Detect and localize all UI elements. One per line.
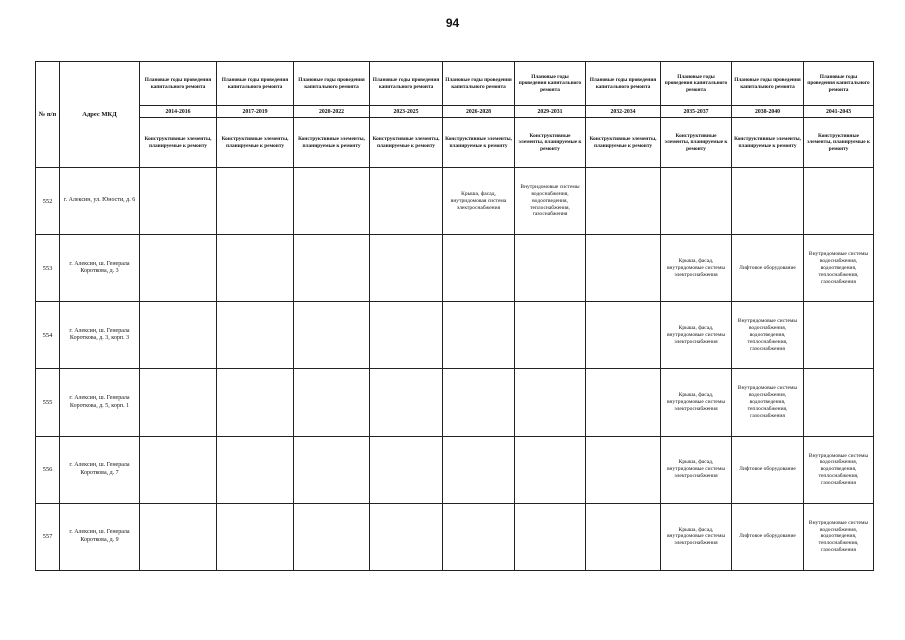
- table-body: [36, 168, 874, 571]
- column-header-group: Плановые годы проведения капитального ремонта: [732, 62, 804, 106]
- elements-header: Конструктивные элементы, планируемые к ремонту: [732, 118, 804, 168]
- schedule-cell: [294, 235, 370, 302]
- schedule-cell: Внутридомовые системы водоснабжения, водоотведения, теплоснабжения, газоснабжения: [804, 235, 874, 302]
- period-header: 2035-2037: [661, 106, 732, 118]
- schedule-cell: [443, 503, 515, 570]
- schedule-cell: [586, 436, 661, 503]
- schedule-cell: [586, 302, 661, 369]
- schedule-cell: [217, 436, 294, 503]
- row-number: 557: [36, 503, 60, 570]
- schedule-cell: [370, 369, 443, 436]
- period-header: 2041-2043: [804, 106, 874, 118]
- row-number: 556: [36, 436, 60, 503]
- schedule-cell: [294, 302, 370, 369]
- schedule-cell: [515, 436, 586, 503]
- schedule-cell: [217, 302, 294, 369]
- schedule-cell: Крыша, фасад, внутридомовые системы электроснабжения: [661, 503, 732, 570]
- column-header-group: Плановые годы проведения капитального ремонта: [661, 62, 732, 106]
- schedule-cell: [443, 369, 515, 436]
- column-header-group: Плановые годы проведения капитального ремонта: [370, 62, 443, 106]
- schedule-cell: Внутридомовые системы водоснабжения, водоотведения, теплоснабжения, газоснабжения: [732, 302, 804, 369]
- table-row: [36, 436, 874, 503]
- row-number: 552: [36, 168, 60, 235]
- schedule-cell: [140, 168, 217, 235]
- repair-schedule-table: [35, 61, 874, 571]
- schedule-cell: [586, 235, 661, 302]
- column-header-number: № п/п: [36, 62, 60, 168]
- table-row: [36, 503, 874, 570]
- table-row: [36, 369, 874, 436]
- schedule-cell: [661, 168, 732, 235]
- schedule-cell: [217, 235, 294, 302]
- schedule-cell: [294, 369, 370, 436]
- schedule-cell: [804, 369, 874, 436]
- schedule-cell: [140, 235, 217, 302]
- elements-header: Конструктивные элементы, планируемые к ремонту: [515, 118, 586, 168]
- period-header: 2020-2022: [294, 106, 370, 118]
- schedule-cell: [515, 235, 586, 302]
- elements-header: Конструктивные элементы, планируемые к ремонту: [804, 118, 874, 168]
- schedule-cell: [515, 503, 586, 570]
- schedule-cell: Лифтовое оборудование: [732, 235, 804, 302]
- schedule-cell: [515, 369, 586, 436]
- schedule-cell: [140, 369, 217, 436]
- row-number: 554: [36, 302, 60, 369]
- period-header: 2032-2034: [586, 106, 661, 118]
- row-address: г. Алексин, ул. Юности, д. 6: [60, 168, 140, 235]
- schedule-cell: Внутридомовые системы водоснабжения, водоотведения, теплоснабжения, газоснабжения: [804, 436, 874, 503]
- schedule-cell: [804, 302, 874, 369]
- schedule-cell: Крыша, фасад, внутридомовые системы электроснабжения: [661, 235, 732, 302]
- schedule-cell: [370, 235, 443, 302]
- schedule-cell: [140, 436, 217, 503]
- schedule-cell: Лифтовое оборудование: [732, 503, 804, 570]
- schedule-cell: [370, 436, 443, 503]
- schedule-cell: [294, 503, 370, 570]
- schedule-cell: Внутридомовые системы водоснабжения, водоотведения, теплоснабжения, газоснабжения: [515, 168, 586, 235]
- schedule-cell: [586, 369, 661, 436]
- schedule-cell: [443, 302, 515, 369]
- row-address: г. Алексин, ш. Генерала Короткова, д. 3: [60, 235, 140, 302]
- schedule-cell: [586, 503, 661, 570]
- page-number: 94: [445, 16, 460, 30]
- column-header-group: Плановые годы проведения капитального ремонта: [586, 62, 661, 106]
- period-header: 2017-2019: [217, 106, 294, 118]
- table-row: [36, 168, 874, 235]
- row-number: 553: [36, 235, 60, 302]
- schedule-cell: Лифтовое оборудование: [732, 436, 804, 503]
- elements-header: Конструктивные элементы, планируемые к ремонту: [443, 118, 515, 168]
- schedule-cell: Крыша, фасад, внутридомовые системы электроснабжения: [661, 436, 732, 503]
- period-header: 2023-2025: [370, 106, 443, 118]
- row-address: г. Алексин, ш. Генерала Короткова, д. 5, корп. 1: [60, 369, 140, 436]
- schedule-cell: [586, 168, 661, 235]
- table-row: [36, 235, 874, 302]
- period-header: 2038-2040: [732, 106, 804, 118]
- schedule-cell: [140, 302, 217, 369]
- schedule-cell: [515, 302, 586, 369]
- schedule-cell: [443, 235, 515, 302]
- schedule-cell: Крыша, фасад, внутридомовые системы электроснабжения: [661, 369, 732, 436]
- elements-header: Конструктивные элементы, планируемые к ремонту: [586, 118, 661, 168]
- schedule-cell: [217, 369, 294, 436]
- period-header: 2026-2028: [443, 106, 515, 118]
- schedule-cell: [217, 168, 294, 235]
- schedule-cell: [443, 436, 515, 503]
- schedule-cell: [217, 503, 294, 570]
- schedule-cell: [370, 168, 443, 235]
- period-header: 2029-2031: [515, 106, 586, 118]
- row-address: г. Алексин, ш. Генерала Короткова, д. 9: [60, 503, 140, 570]
- table-row: [36, 302, 874, 369]
- column-header-group: Плановые годы проведения капитального ремонта: [515, 62, 586, 106]
- schedule-cell: Крыша, фасад, внутридомовая система электроснабжения: [443, 168, 515, 235]
- schedule-cell: [140, 503, 217, 570]
- period-header: 2014-2016: [140, 106, 217, 118]
- schedule-cell: [732, 168, 804, 235]
- column-header-group: Плановые годы проведения капитального ремонта: [443, 62, 515, 106]
- row-address: г. Алексин, ш. Генерала Короткова, д. 7: [60, 436, 140, 503]
- schedule-cell: [370, 302, 443, 369]
- schedule-cell: [294, 436, 370, 503]
- schedule-cell: [804, 168, 874, 235]
- schedule-cell: Внутридомовые системы водоснабжения, водоотведения, теплоснабжения, газоснабжения: [732, 369, 804, 436]
- column-header-address: Адрес МКД: [60, 62, 140, 168]
- schedule-cell: [370, 503, 443, 570]
- elements-header: Конструктивные элементы, планируемые к ремонту: [140, 118, 217, 168]
- schedule-cell: Внутридомовые системы водоснабжения, водоотведения, теплоснабжения, газоснабжения: [804, 503, 874, 570]
- elements-header: Конструктивные элементы, планируемые к ремонту: [294, 118, 370, 168]
- elements-header: Конструктивные элементы, планируемые к ремонту: [217, 118, 294, 168]
- elements-header: Конструктивные элементы, планируемые к ремонту: [661, 118, 732, 168]
- row-number: 555: [36, 369, 60, 436]
- row-address: г. Алексин, ш. Генерала Короткова, д. 3, корп. 3: [60, 302, 140, 369]
- column-header-group: Плановые годы проведения капитального ремонта: [804, 62, 874, 106]
- schedule-cell: [294, 168, 370, 235]
- column-header-group: Плановые годы проведения капитального ремонта: [294, 62, 370, 106]
- column-header-group: Плановые годы проведения капитального ремонта: [140, 62, 217, 106]
- schedule-cell: Крыша, фасад, внутридомовые системы электроснабжения: [661, 302, 732, 369]
- elements-header: Конструктивные элементы, планируемые к ремонту: [370, 118, 443, 168]
- column-header-group: Плановые годы проведения капитального ремонта: [217, 62, 294, 106]
